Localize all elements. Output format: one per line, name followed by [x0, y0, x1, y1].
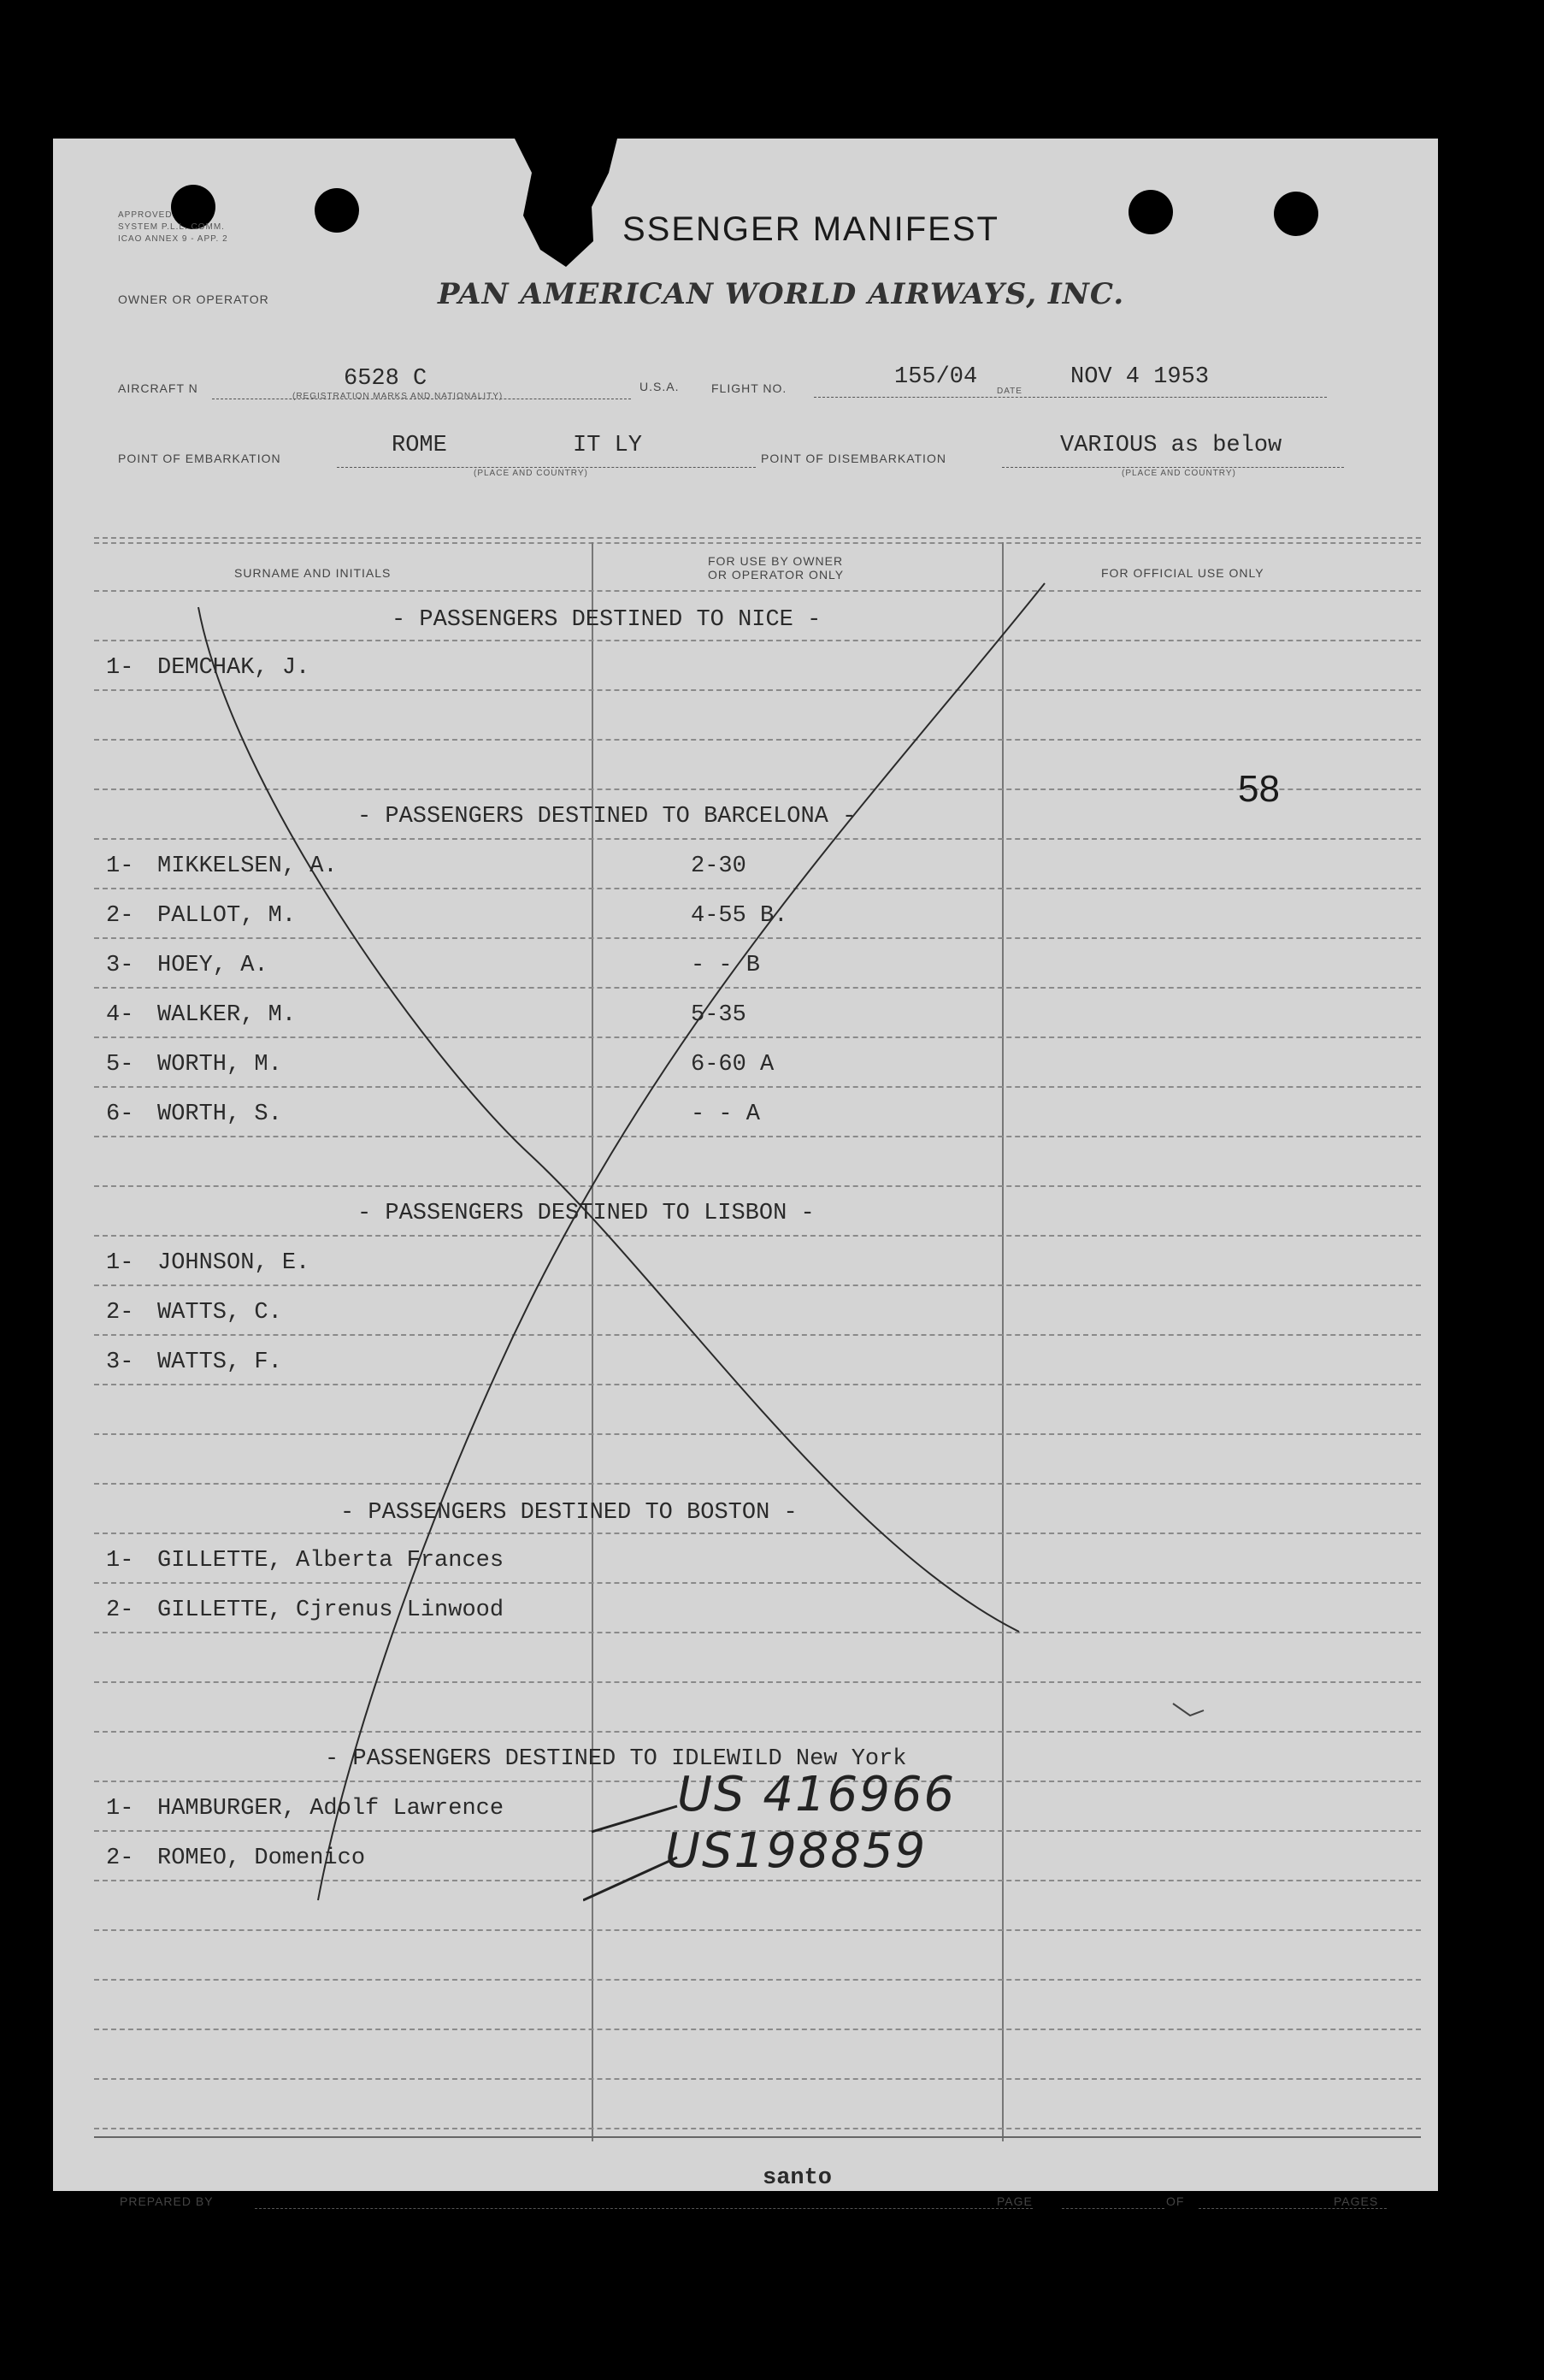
embark-city: ROME	[392, 433, 447, 458]
owner-label: OWNER OR OPERATOR	[118, 292, 269, 306]
owner-code: - - A	[691, 1101, 761, 1127]
owner-code: 4-55 B.	[691, 903, 788, 929]
flight-label: FLIGHT NO.	[711, 381, 787, 395]
prepared-by-label: PREPARED BY	[120, 2194, 214, 2208]
passenger-name: WATTS, C.	[157, 1300, 282, 1326]
row-num: 2-	[106, 1846, 134, 1871]
owner-code: 2-30	[691, 853, 746, 879]
of-label: OF	[1166, 2194, 1185, 2208]
row-num: 1-	[106, 853, 134, 879]
passenger-name: WATTS, F.	[157, 1349, 282, 1375]
embark-label: POINT OF EMBARKATION	[118, 452, 281, 465]
column-header-surname: SURNAME AND INITIALS	[234, 566, 392, 580]
aircraft-label: AIRCRAFT N	[118, 381, 198, 395]
flight-no: 155/04	[894, 364, 978, 390]
passenger-name: HAMBURGER, Adolf Lawrence	[157, 1796, 504, 1822]
passenger-name: ROMEO, Domenico	[157, 1846, 366, 1871]
date-label: DATE	[997, 387, 1022, 396]
handwritten-note-1: US 416966	[677, 1767, 957, 1822]
embark-country: IT LY	[573, 433, 643, 458]
page-title: SSENGER MANIFEST	[622, 210, 999, 248]
passenger-name: WORTH, M.	[157, 1052, 282, 1078]
page-number: 58	[1238, 768, 1280, 810]
section-heading-nice: - PASSENGERS DESTINED TO NICE -	[392, 607, 822, 633]
section-heading-lisbon: - PASSENGERS DESTINED TO LISBON -	[357, 1201, 815, 1226]
passenger-name: WALKER, M.	[157, 1002, 297, 1028]
passenger-name: MIKKELSEN, A.	[157, 853, 338, 879]
manifest-sheet	[53, 139, 1438, 2208]
cross-out-mark	[53, 139, 1438, 2191]
aircraft-value: 6528 C	[344, 366, 427, 392]
section-heading-barcelona: - PASSENGERS DESTINED TO BARCELONA -	[357, 804, 857, 830]
row-num: 1-	[106, 1250, 134, 1276]
section-heading-idlewild: - PASSENGERS DESTINED TO IDLEWILD New York	[325, 1746, 907, 1772]
column-header-official: FOR OFFICIAL USE ONLY	[1101, 566, 1264, 580]
row-num: 2-	[106, 1300, 134, 1326]
handwritten-note-2: US198859	[665, 1823, 928, 1879]
row-num: 1-	[106, 655, 134, 681]
disembark-caption: (PLACE AND COUNTRY)	[1122, 469, 1236, 478]
column-header-owner-1: FOR USE BY OWNER	[708, 554, 844, 568]
passenger-name: PALLOT, M.	[157, 903, 297, 929]
owner-code: 6-60 A	[691, 1052, 775, 1078]
row-num: 2-	[106, 1597, 134, 1623]
approval-line-2: SYSTEM P.L.L. COMM.	[118, 222, 225, 232]
owner-code: 5-35	[691, 1002, 746, 1028]
row-num: 4-	[106, 1002, 134, 1028]
approval-line-3: ICAO ANNEX 9 - APP. 2	[118, 234, 228, 244]
registration-caption: (REGISTRATION MARKS AND NATIONALITY)	[292, 392, 504, 401]
row-num: 5-	[106, 1052, 134, 1078]
column-header-owner-2: OR OPERATOR ONLY	[708, 568, 845, 582]
embark-caption: (PLACE AND COUNTRY)	[474, 469, 588, 478]
flight-date: NOV 4 1953	[1070, 364, 1210, 390]
passenger-name: JOHNSON, E.	[157, 1250, 310, 1276]
passenger-name: DEMCHAK, J.	[157, 655, 310, 681]
row-num: 3-	[106, 1349, 134, 1375]
nationality: U.S.A.	[639, 380, 680, 393]
row-num: 3-	[106, 953, 134, 978]
passenger-name: GILLETTE, Alberta Frances	[157, 1548, 504, 1574]
disembark-value: VARIOUS as below	[1060, 433, 1282, 458]
row-num: 2-	[106, 903, 134, 929]
owner-code: - - B	[691, 953, 761, 978]
disembark-label: POINT OF DISEMBARKATION	[761, 452, 946, 465]
approval-line-1: APPROVED	[118, 210, 173, 220]
passenger-name: WORTH, S.	[157, 1101, 282, 1127]
row-num: 1-	[106, 1548, 134, 1574]
passenger-name: GILLETTE, Cjrenus Linwood	[157, 1597, 504, 1623]
row-num: 1-	[106, 1796, 134, 1822]
page-label: PAGE	[997, 2194, 1033, 2208]
row-num: 6-	[106, 1101, 134, 1127]
section-heading-boston: - PASSENGERS DESTINED TO BOSTON -	[340, 1500, 798, 1526]
pages-label: PAGES	[1334, 2194, 1379, 2208]
passenger-name: HOEY, A.	[157, 953, 268, 978]
operator-name: PAN AMERICAN WORLD AIRWAYS, INC.	[438, 277, 1125, 311]
prepared-by-signature: santo	[763, 2165, 833, 2191]
